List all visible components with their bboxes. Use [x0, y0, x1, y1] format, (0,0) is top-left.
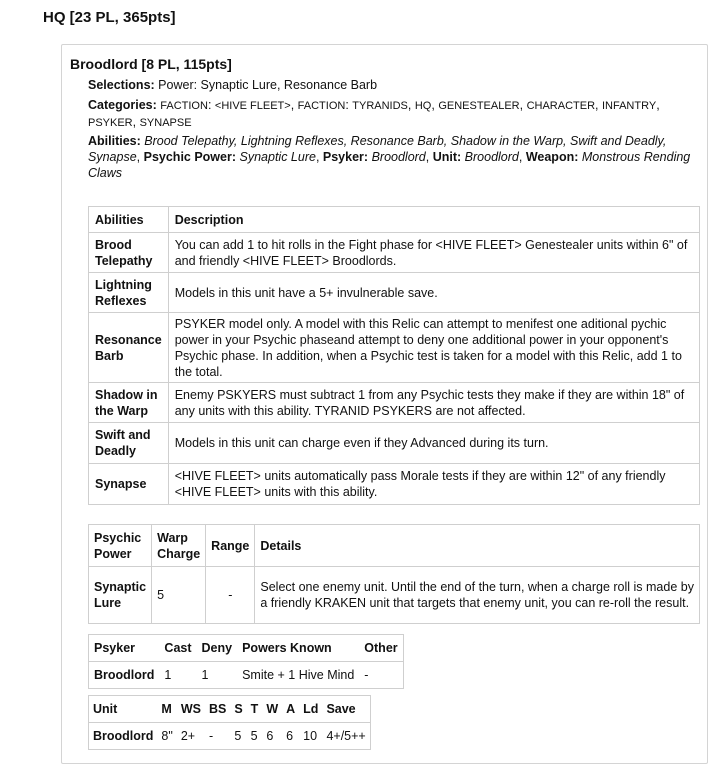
unit-label: Unit:	[432, 150, 462, 164]
table-cell: 6	[282, 723, 299, 750]
category-faction-label-2: FACTION	[297, 100, 346, 112]
abilities-label: Abilities:	[88, 134, 141, 148]
selections-line	[88, 77, 698, 93]
abilities-table	[88, 206, 700, 505]
table-cell: 5	[247, 723, 263, 750]
weapon-label: Weapon:	[525, 150, 579, 164]
table-cell: 8"	[157, 723, 176, 750]
table-cell: -	[205, 723, 230, 750]
table-header-row	[89, 207, 700, 233]
ability-description: Enemy PSKYERS must subtract 1 from any Psychic tests they make if they are within 18" of any units with this ability. TYRANID PSYKERS are not affected.	[168, 383, 699, 423]
unit-card	[61, 44, 708, 764]
table-cell: 4+/5++	[322, 723, 370, 750]
table-cell: 10	[299, 723, 322, 750]
ability-name: Resonance Barb	[89, 313, 169, 383]
category-faction-label-1: FACTION	[160, 100, 208, 112]
column-header: Deny	[197, 635, 238, 662]
ability-description: Models in this unit have a 5+ invulnerable save.	[168, 273, 699, 313]
column-header: BS	[205, 696, 230, 723]
column-header: Psyker	[89, 635, 160, 662]
category-item: PSYKER	[88, 117, 133, 129]
warp-charge-value: 5	[152, 567, 206, 624]
abilities-value: Brood Telepathy, Lightning Reflexes, Resonance Barb, Shadow in the Warp, Swift and Deadly, Synapse	[88, 134, 667, 164]
column-header: Psychic Power	[89, 525, 152, 567]
column-header: Powers Known	[237, 635, 359, 662]
weapon-value: Monstrous Rending Claws	[88, 150, 691, 180]
table-row	[89, 383, 700, 423]
power-name: Synaptic Lure	[89, 567, 152, 624]
ability-name: Brood Telepathy	[89, 233, 169, 273]
table-row	[89, 567, 700, 624]
psyker-table	[88, 634, 404, 689]
ability-name: Shadow in the Warp	[89, 383, 169, 423]
column-header: S	[230, 696, 246, 723]
table-cell: 6	[262, 723, 282, 750]
column-header: Save	[322, 696, 370, 723]
unit-value: Broodlord	[464, 150, 519, 164]
table-cell: -	[359, 662, 403, 689]
ability-description: You can add 1 to hit rolls in the Fight phase for <HIVE FLEET> Genestealer units within 6" of and friendly <HIVE FLEET> Broodlords.	[168, 233, 699, 273]
power-details: Select one enemy unit. Until the end of the turn, when a charge roll is made by a friendly KRAKEN unit that targets that enemy unit, you can re-roll the result.	[255, 567, 700, 624]
column-header: M	[157, 696, 176, 723]
column-header: Description	[168, 207, 699, 233]
ability-name: Lightning Reflexes	[89, 273, 169, 313]
table-row	[89, 273, 700, 313]
table-row	[89, 313, 700, 383]
unit-stats-table	[88, 695, 371, 750]
categories-line: Categories: FACTION: <HIVE FLEET>, FACTION: TYRANIDS, HQ, GENESTEALER, CHARACTER, INFANTRY, PSYKER, SYNAPSE	[88, 98, 660, 129]
column-header: Warp Charge	[152, 525, 206, 567]
selections-label: Selections:	[88, 78, 155, 92]
psychic-power-label: Psychic Power:	[143, 150, 237, 164]
psyker-value: Broodlord	[371, 150, 426, 164]
table-header-row	[89, 525, 700, 567]
table-cell: 1	[197, 662, 238, 689]
table-cell: 1	[159, 662, 196, 689]
ability-description: PSYKER model only. A model with this Relic can attempt to menifest one aditional pychic power in your Psychic phaseand attempt to deny one additional power in your opponent's Psychic phase. In addition, when a Psychic test is taken for a model with this Relic, add 1 to the total.	[168, 313, 699, 383]
category-faction-value-1: <HIVE FLEET>	[214, 100, 291, 112]
psychic-power-table	[88, 524, 700, 624]
categories-label: Categories:	[88, 98, 157, 112]
range-value: -	[206, 567, 255, 624]
column-header: Range	[206, 525, 255, 567]
table-cell: Smite + 1 Hive Mind	[237, 662, 359, 689]
category-item: GENESTEALER	[438, 100, 520, 112]
category-item: HQ	[414, 100, 432, 112]
column-header: A	[282, 696, 299, 723]
column-header: W	[262, 696, 282, 723]
table-cell: Broodlord	[89, 723, 158, 750]
column-header: Cast	[159, 635, 196, 662]
abilities-line: Abilities: Brood Telepathy, Lightning Reflexes, Resonance Barb, Shadow in the Warp, Swift and Deadly, Synapse, Psychic Power: Synaptic Lure, Psyker: Broodlord, Unit: Broodlord, Weapon: Monstrous Rending Claws	[88, 134, 691, 180]
table-header-row	[89, 696, 371, 723]
category-item: CHARACTER	[526, 100, 596, 112]
ability-name: Synapse	[89, 464, 169, 505]
hq-heading: HQ [23 PL, 365pts]	[43, 9, 176, 26]
psyker-label: Psyker:	[322, 150, 369, 164]
table-cell: 2+	[177, 723, 205, 750]
table-row	[89, 662, 404, 689]
column-header: Unit	[89, 696, 158, 723]
table-row	[89, 464, 700, 505]
column-header: Abilities	[89, 207, 169, 233]
ability-name: Swift and Deadly	[89, 423, 169, 464]
table-row	[89, 723, 371, 750]
unit-title: Broodlord [8 PL, 115pts]	[70, 56, 232, 72]
table-row	[89, 423, 700, 464]
column-header: Details	[255, 525, 700, 567]
column-header: T	[247, 696, 263, 723]
category-faction-value-2: TYRANIDS	[352, 100, 408, 112]
selections-value: Power: Synaptic Lure, Resonance Barb	[158, 78, 378, 92]
category-item: SYNAPSE	[139, 117, 192, 129]
column-header: WS	[177, 696, 205, 723]
ability-description: <HIVE FLEET> units automatically pass Morale tests if they are within 12" of any friendly <HIVE FLEET> units with this ability.	[168, 464, 699, 505]
column-header: Other	[359, 635, 403, 662]
column-header: Ld	[299, 696, 322, 723]
table-row	[89, 233, 700, 273]
psychic-power-value: Synaptic Lure	[239, 150, 316, 164]
ability-description: Models in this unit can charge even if they Advanced during its turn.	[168, 423, 699, 464]
table-header-row	[89, 635, 404, 662]
category-item: INFANTRY	[601, 100, 657, 112]
table-cell: Broodlord	[89, 662, 160, 689]
table-cell: 5	[230, 723, 246, 750]
